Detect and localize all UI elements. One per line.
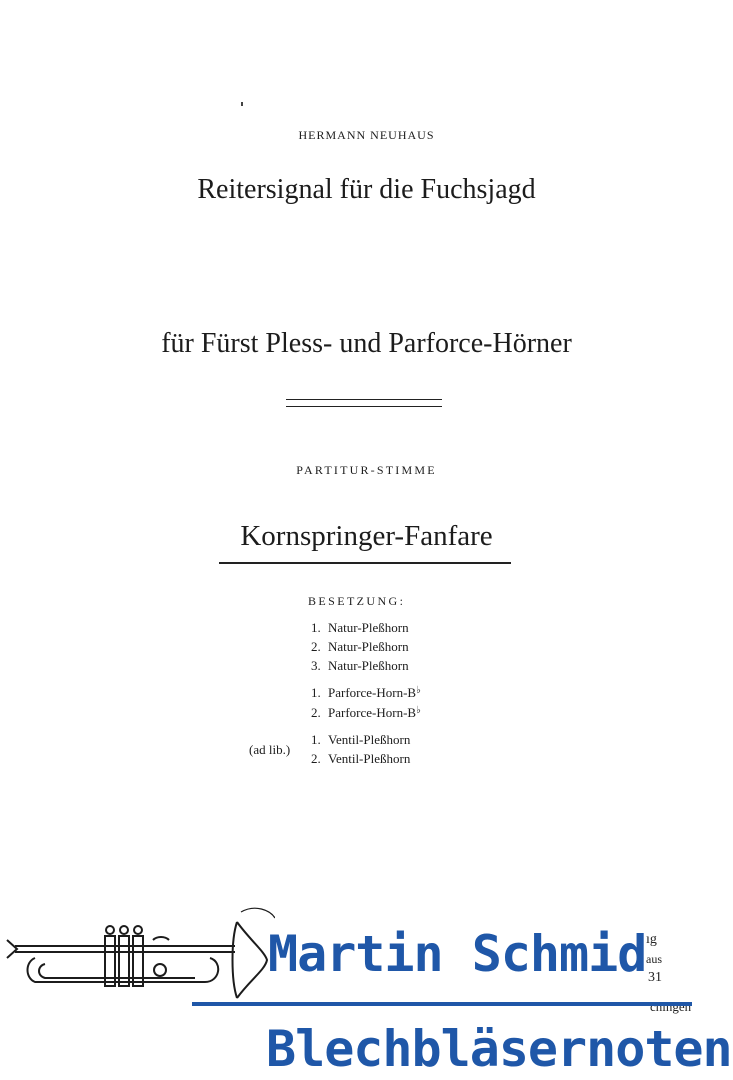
part-label: PARTITUR-STIMME — [296, 463, 437, 477]
work-subtitle: für Fürst Pless- und Parforce-Hörner — [161, 328, 572, 359]
logo-divider — [192, 1002, 692, 1006]
work-title: Reitersignal für die Fuchsjagd — [197, 174, 536, 205]
flat-sign: ♭ — [416, 685, 421, 696]
instrumentation-heading: BESETZUNG: — [308, 594, 406, 608]
instrument-line: 2. Parforce-Horn-B♭ — [311, 705, 421, 720]
publisher-fragment: chingen — [650, 999, 692, 1014]
double-rule — [286, 399, 442, 407]
instrument-line: 1. Natur-Pleßhorn — [311, 620, 409, 635]
logo-name: Martin Schmid — [268, 925, 647, 983]
instrument-line: 1. Parforce-Horn-B♭ — [311, 685, 421, 700]
flat-sign: ♭ — [416, 705, 421, 716]
composer-name: HERMANN NEUHAUS — [298, 128, 435, 142]
publisher-fragment: aus — [646, 952, 662, 966]
piece-title-underline — [219, 562, 511, 564]
publisher-logo — [0, 900, 733, 1080]
speck — [241, 102, 243, 106]
instrument-line: 3. Natur-Pleßhorn — [311, 658, 409, 673]
publisher-fragment: 31 — [648, 970, 662, 985]
instrument-line: 2. Natur-Pleßhorn — [311, 639, 409, 654]
piece-title: Kornspringer-Fanfare — [240, 520, 493, 552]
ad-lib-note: (ad lib.) — [249, 742, 291, 757]
trumpet-icon — [5, 900, 275, 1010]
instrument-line: 1. Ventil-Pleßhorn — [311, 732, 411, 747]
logo-tagline: Blechbläsernoten — [266, 1020, 732, 1078]
instrument-line: 2. Ventil-Pleßhorn — [311, 751, 411, 766]
publisher-fragment: ıg — [646, 932, 657, 947]
